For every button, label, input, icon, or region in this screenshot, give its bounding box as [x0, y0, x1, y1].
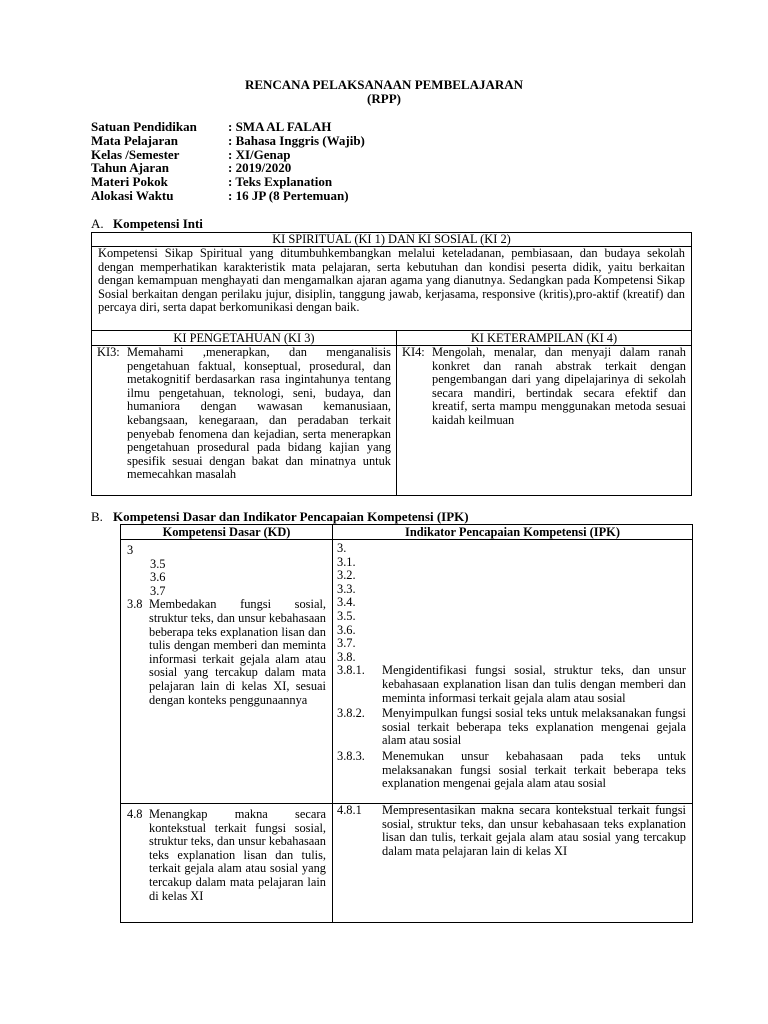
- ipk-line: 3.1.: [337, 554, 356, 569]
- kd-text: Membedakan fungsi sosial, struktur teks, dan unsur kebahasaan beberapa teks explanation lisan dan tulis dengan memberi dan meminta informasi terkait gejala alam atau sosial yang tercakup dalam mata pelajaran lain di kelas XI, sesuai dengan konteks penggunaannya: [149, 597, 326, 707]
- kd-number: 4.8: [127, 807, 143, 821]
- section-b-heading: [91, 510, 469, 524]
- ipk-item: [337, 804, 686, 858]
- meta-value: : Bahasa Inggris (Wajib): [228, 132, 365, 148]
- kd-item: [127, 808, 326, 903]
- ki4-item: [397, 346, 691, 428]
- meta-label: Tahun Ajaran: [91, 160, 169, 176]
- ki34-body-row: [92, 346, 691, 496]
- meta-value: : 16 JP (8 Pertemuan): [228, 187, 349, 203]
- kd-column-header: Kompetensi Dasar (KD): [121, 525, 333, 539]
- ipk-line: 3.2.: [337, 568, 356, 583]
- ipk-line: 3.8.: [337, 649, 356, 664]
- ipk-line: 3.4.: [337, 595, 356, 610]
- kd-text: Menangkap makna secara kontekstual terkait fungsi sosial, struktur teks, dan unsur kebahasaan teks explanation lisan dan tulis, terkait gejala alam atau sosial yang tercakup dalam mata pelajaran lain di kelas XI: [149, 807, 326, 903]
- kompetensi-inti-table: [91, 232, 692, 496]
- ipk-text: Menyimpulkan fungsi sosial teks untuk melaksanakan fungsi sosial terkait beberapa teks explanation mengenai gejala alam atau sosial: [382, 706, 686, 748]
- kd-ipk-header-row: [121, 525, 692, 540]
- kd-ipk-row-3: [121, 540, 692, 804]
- meta-value: : SMA AL FALAH: [228, 119, 332, 134]
- kd-cell: [121, 540, 333, 803]
- ipk-line: 3.5.: [337, 608, 356, 623]
- ki3-header: KI PENGETAHUAN (KI 3): [92, 331, 397, 345]
- ipk-line: 3.: [337, 541, 347, 555]
- ipk-cell: [333, 804, 692, 923]
- ipk-item: [337, 707, 686, 748]
- ki4-text: Mengolah, menalar, dan menyaji dalam ranah konkret dan ranah abstrak terkait dengan pengembangan dari yang dipelajarinya di sekolah secara mandiri, bertindak secara efektif dan kreatif, serta mampu menggunakan metoda sesuai kaidah keilmuan: [432, 345, 686, 427]
- ki3-cell: [92, 346, 397, 496]
- ki3-text: Memahami ,menerapkan, dan menganalisis pengetahuan faktual, konseptual, prosedural, dan metakognitif berdasarkan rasa ingintahunya tentang ilmu pengetahuan, teknologi, seni, budaya, dan humaniora dengan wawasan kemanusiaan, kebangsaan, kenegaraan, dan peradaban terkait penyebab fenomena dan kejadian, serta menerapkan pengetahuan prosedural pada bidang kajian yang spesifik sesuai dengan bakat dan minatnya untuk memecahkan masalah: [127, 345, 391, 482]
- meta-row: [91, 120, 365, 134]
- section-title: Kompetensi Dasar dan Indikator Pencapaian Kompetensi (IPK): [113, 509, 469, 524]
- section-a-heading: [91, 217, 203, 231]
- ipk-item: [337, 664, 686, 705]
- kd-item: [127, 598, 326, 707]
- section-title: Kompetensi Inti: [113, 216, 203, 231]
- ipk-line: 3.7.: [337, 636, 356, 651]
- ki34-header-row: [92, 331, 691, 346]
- meta-label: Alokasi Waktu: [91, 187, 174, 203]
- meta-label: Kelas /Semester: [91, 146, 180, 162]
- ki12-text: Kompetensi Sikap Spiritual yang ditumbuhkembangkan melalui keteladanan, pembiasaan, dan budaya sekolah dengan memperhatikan karakteristik mata pelajaran, serta kebutuhan dan kondisi peserta didik, yaitu berkaitan dengan kemampuan menghayati dan mengamalkan ajaran agama yang dianutnya. Sedangkan pada Kompetensi Sikap Sosial berkaitan dengan perilaku jujur, disiplin, tanggung jawab, kerjasama, responsive (kritis),pro-aktif (kreatif) dan percaya diri, serta dapat berkomunikasi dengan baik.: [92, 247, 691, 331]
- document-title: RENCANA PELAKSANAAN PEMBELAJARAN: [244, 77, 524, 92]
- ipk-number: 3.8.1.: [337, 663, 365, 678]
- meta-row: [91, 134, 365, 148]
- ipk-number: 4.8.1: [337, 803, 362, 817]
- meta-row: [91, 189, 365, 203]
- ipk-number: 3.8.3.: [337, 748, 365, 763]
- kd-ipk-table: [120, 524, 693, 923]
- kd-line: 3.5: [150, 556, 166, 571]
- ipk-cell: [333, 540, 692, 803]
- meta-label: Mata Pelajaran: [91, 132, 179, 148]
- meta-row: [91, 161, 365, 175]
- meta-value: : Teks Explanation: [228, 174, 333, 190]
- meta-row: [91, 175, 365, 189]
- section-letter: A.: [91, 216, 104, 231]
- meta-row: [91, 148, 365, 162]
- meta-value: : 2019/2020: [228, 160, 292, 176]
- identity-block: [91, 120, 365, 203]
- ki3-code: KI3:: [97, 345, 120, 359]
- ki4-cell: [397, 346, 691, 496]
- ipk-text: Mempresentasikan makna secara kontekstual terkait fungsi sosial, struktur teks, dan unsur kebahasaan teks explanation lisan dan tulis, terkait gejala alam atau sosial yang tercakup dalam mata pelajaran lain di kelas XI: [382, 803, 686, 858]
- kd-cell: [121, 804, 333, 923]
- kd-line: 3.7: [150, 583, 166, 598]
- ki12-header: KI SPIRITUAL (KI 1) DAN KI SOSIAL (KI 2): [92, 233, 691, 247]
- kd-number: 3.8: [127, 597, 143, 612]
- kd-line: 3.6: [150, 570, 166, 585]
- ipk-line: 3.6.: [337, 622, 356, 637]
- ki4-code: KI4:: [402, 345, 425, 359]
- ipk-text: Mengidentifikasi fungsi sosial, struktur teks, dan unsur kebahasaan explanation lisan dan tulis dengan memberi dan meminta informasi terkait gejala alam atau sosial: [382, 663, 686, 705]
- meta-value: : XI/Genap: [228, 146, 291, 162]
- ipk-text: Menemukan unsur kebahasaan pada teks untuk melaksanakan fungsi sosial terkait terkait beberapa teks explanation mengenai gejala alam atau sosial: [382, 748, 686, 791]
- ipk-number: 3.8.2.: [337, 706, 365, 721]
- meta-label: Satuan Pendidikan: [91, 119, 197, 134]
- ipk-column-header: Indikator Pencapaian Kompetensi (IPK): [405, 525, 620, 539]
- section-letter: B.: [91, 509, 103, 524]
- meta-label: Materi Pokok: [91, 174, 168, 190]
- kd-ipk-row-4: [121, 804, 692, 923]
- ipk-item: [337, 750, 686, 791]
- ki4-header: KI KETERAMPILAN (KI 4): [470, 331, 618, 345]
- document-subtitle: (RPP): [367, 91, 401, 106]
- ki3-item: [92, 346, 396, 482]
- kd-line: 3: [127, 543, 134, 557]
- ipk-line: 3.3.: [337, 581, 356, 596]
